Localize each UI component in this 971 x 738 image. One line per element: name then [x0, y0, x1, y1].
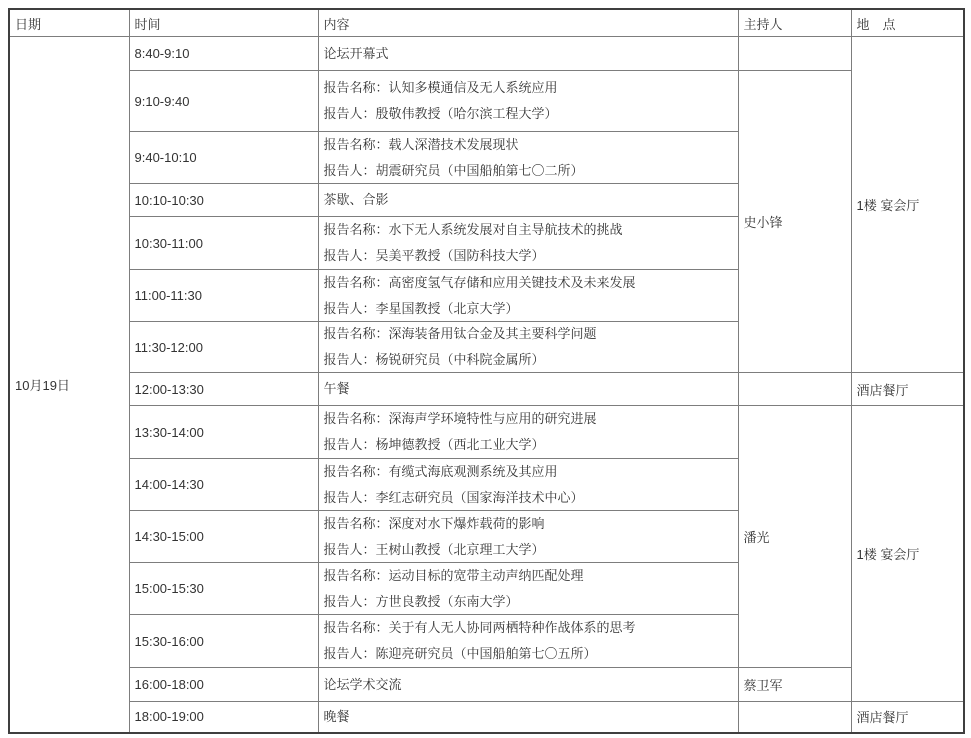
- content-line: 论坛开幕式: [323, 45, 389, 61]
- content-line: 报告名称：运动目标的宽带主动声纳匹配处理: [323, 567, 584, 583]
- content-cell: [318, 132, 738, 184]
- content-cell: [318, 37, 738, 71]
- content-cell: [318, 322, 738, 373]
- content-line: 报告人：王树山教授（北京理工大学）: [323, 541, 545, 557]
- content-cell: [318, 563, 738, 615]
- host-cell: 蔡卫军: [738, 668, 851, 702]
- content-line: 报告名称：载人深潜技术发展现状: [323, 136, 519, 152]
- content-cell: [318, 702, 738, 733]
- header-content: 内容: [318, 9, 738, 37]
- content-cell: [318, 668, 738, 702]
- content-cell: [318, 71, 738, 132]
- location-cell: 酒店餐厅: [851, 373, 964, 406]
- table-row: [9, 406, 964, 459]
- content-line: 报告人：杨锐研究员（中科院金属所）: [323, 352, 545, 367]
- time-cell: 10:30-11:00: [129, 217, 318, 270]
- location-cell: 1楼 宴会厅: [851, 37, 964, 373]
- table-row: [9, 668, 964, 702]
- content-line: 论坛学术交流: [323, 676, 402, 692]
- time-cell: 11:30-12:00: [129, 322, 318, 373]
- host-cell: 史小锋: [738, 71, 851, 373]
- content-cell: [318, 270, 738, 322]
- header-row: [9, 9, 964, 37]
- content-cell: [318, 615, 738, 668]
- time-cell: 18:00-19:00: [129, 702, 318, 733]
- table-row: [9, 71, 964, 132]
- host-cell: 潘光: [738, 406, 851, 668]
- content-cell: [318, 373, 738, 406]
- date-cell: 10月19日: [9, 37, 129, 733]
- location-cell: 酒店餐厅: [851, 702, 964, 733]
- content-line: 报告名称：关于有人无人协同两栖特种作战体系的思考: [323, 620, 636, 635]
- host-cell: [738, 373, 851, 406]
- content-cell: [318, 217, 738, 270]
- content-cell: [318, 459, 738, 511]
- content-line: 茶歇、合影: [323, 192, 389, 207]
- table-row: [9, 37, 964, 71]
- content-line: 晚餐: [323, 708, 350, 724]
- content-line: 报告人：李星国教授（北京大学）: [323, 300, 519, 316]
- content-line: 报告人：胡震研究员（中国船舶第七〇二所）: [323, 162, 584, 178]
- content-line: 报告名称：有缆式海底观测系统及其应用: [323, 463, 558, 479]
- time-cell: 14:30-15:00: [129, 511, 318, 563]
- host-cell: [738, 37, 851, 71]
- location-cell: 1楼 宴会厅: [851, 406, 964, 702]
- content-cell: [318, 406, 738, 459]
- content-line: 午餐: [323, 381, 350, 396]
- schedule-table: [8, 8, 965, 734]
- content-line: 报告名称：深海声学环境特性与应用的研究进展: [323, 411, 597, 426]
- time-cell: 15:00-15:30: [129, 563, 318, 615]
- time-cell: 14:00-14:30: [129, 459, 318, 511]
- header-date: 日期: [9, 9, 129, 37]
- content-cell: [318, 184, 738, 217]
- content-line: 报告人：殷敬伟教授（哈尔滨工程大学）: [323, 106, 558, 121]
- time-cell: 16:00-18:00: [129, 668, 318, 702]
- header-location: 地 点: [851, 9, 964, 37]
- content-line: 报告人：吴美平教授（国防科技大学）: [323, 248, 545, 263]
- header-time: 时间: [129, 9, 318, 37]
- time-cell: 10:10-10:30: [129, 184, 318, 217]
- content-line: 报告名称：认知多模通信及无人系统应用: [323, 80, 558, 95]
- content-line: 报告人：陈迎亮研究员（中国船舶第七〇五所）: [323, 646, 597, 661]
- content-line: 报告名称：深海装备用钛合金及其主要科学问题: [323, 326, 597, 341]
- time-cell: 9:10-9:40: [129, 71, 318, 132]
- content-line: 报告名称：深度对水下爆炸载荷的影响: [323, 515, 545, 531]
- time-cell: 9:40-10:10: [129, 132, 318, 184]
- content-line: 报告人：方世良教授（东南大学）: [323, 593, 519, 609]
- time-cell: 15:30-16:00: [129, 615, 318, 668]
- content-line: 报告名称：水下无人系统发展对自主导航技术的挑战: [323, 222, 623, 237]
- time-cell: 13:30-14:00: [129, 406, 318, 459]
- content-line: 报告名称：高密度氢气存储和应用关键技术及未来发展: [323, 274, 636, 290]
- time-cell: 11:00-11:30: [129, 270, 318, 322]
- content-line: 报告人：李红志研究员（国家海洋技术中心）: [323, 489, 584, 505]
- table-row: [9, 373, 964, 406]
- time-cell: 8:40-9:10: [129, 37, 318, 71]
- content-line: 报告人：杨坤德教授（西北工业大学）: [323, 437, 545, 452]
- content-cell: [318, 511, 738, 563]
- host-cell: [738, 702, 851, 733]
- time-cell: 12:00-13:30: [129, 373, 318, 406]
- table-row: [9, 702, 964, 733]
- header-host: 主持人: [738, 9, 851, 37]
